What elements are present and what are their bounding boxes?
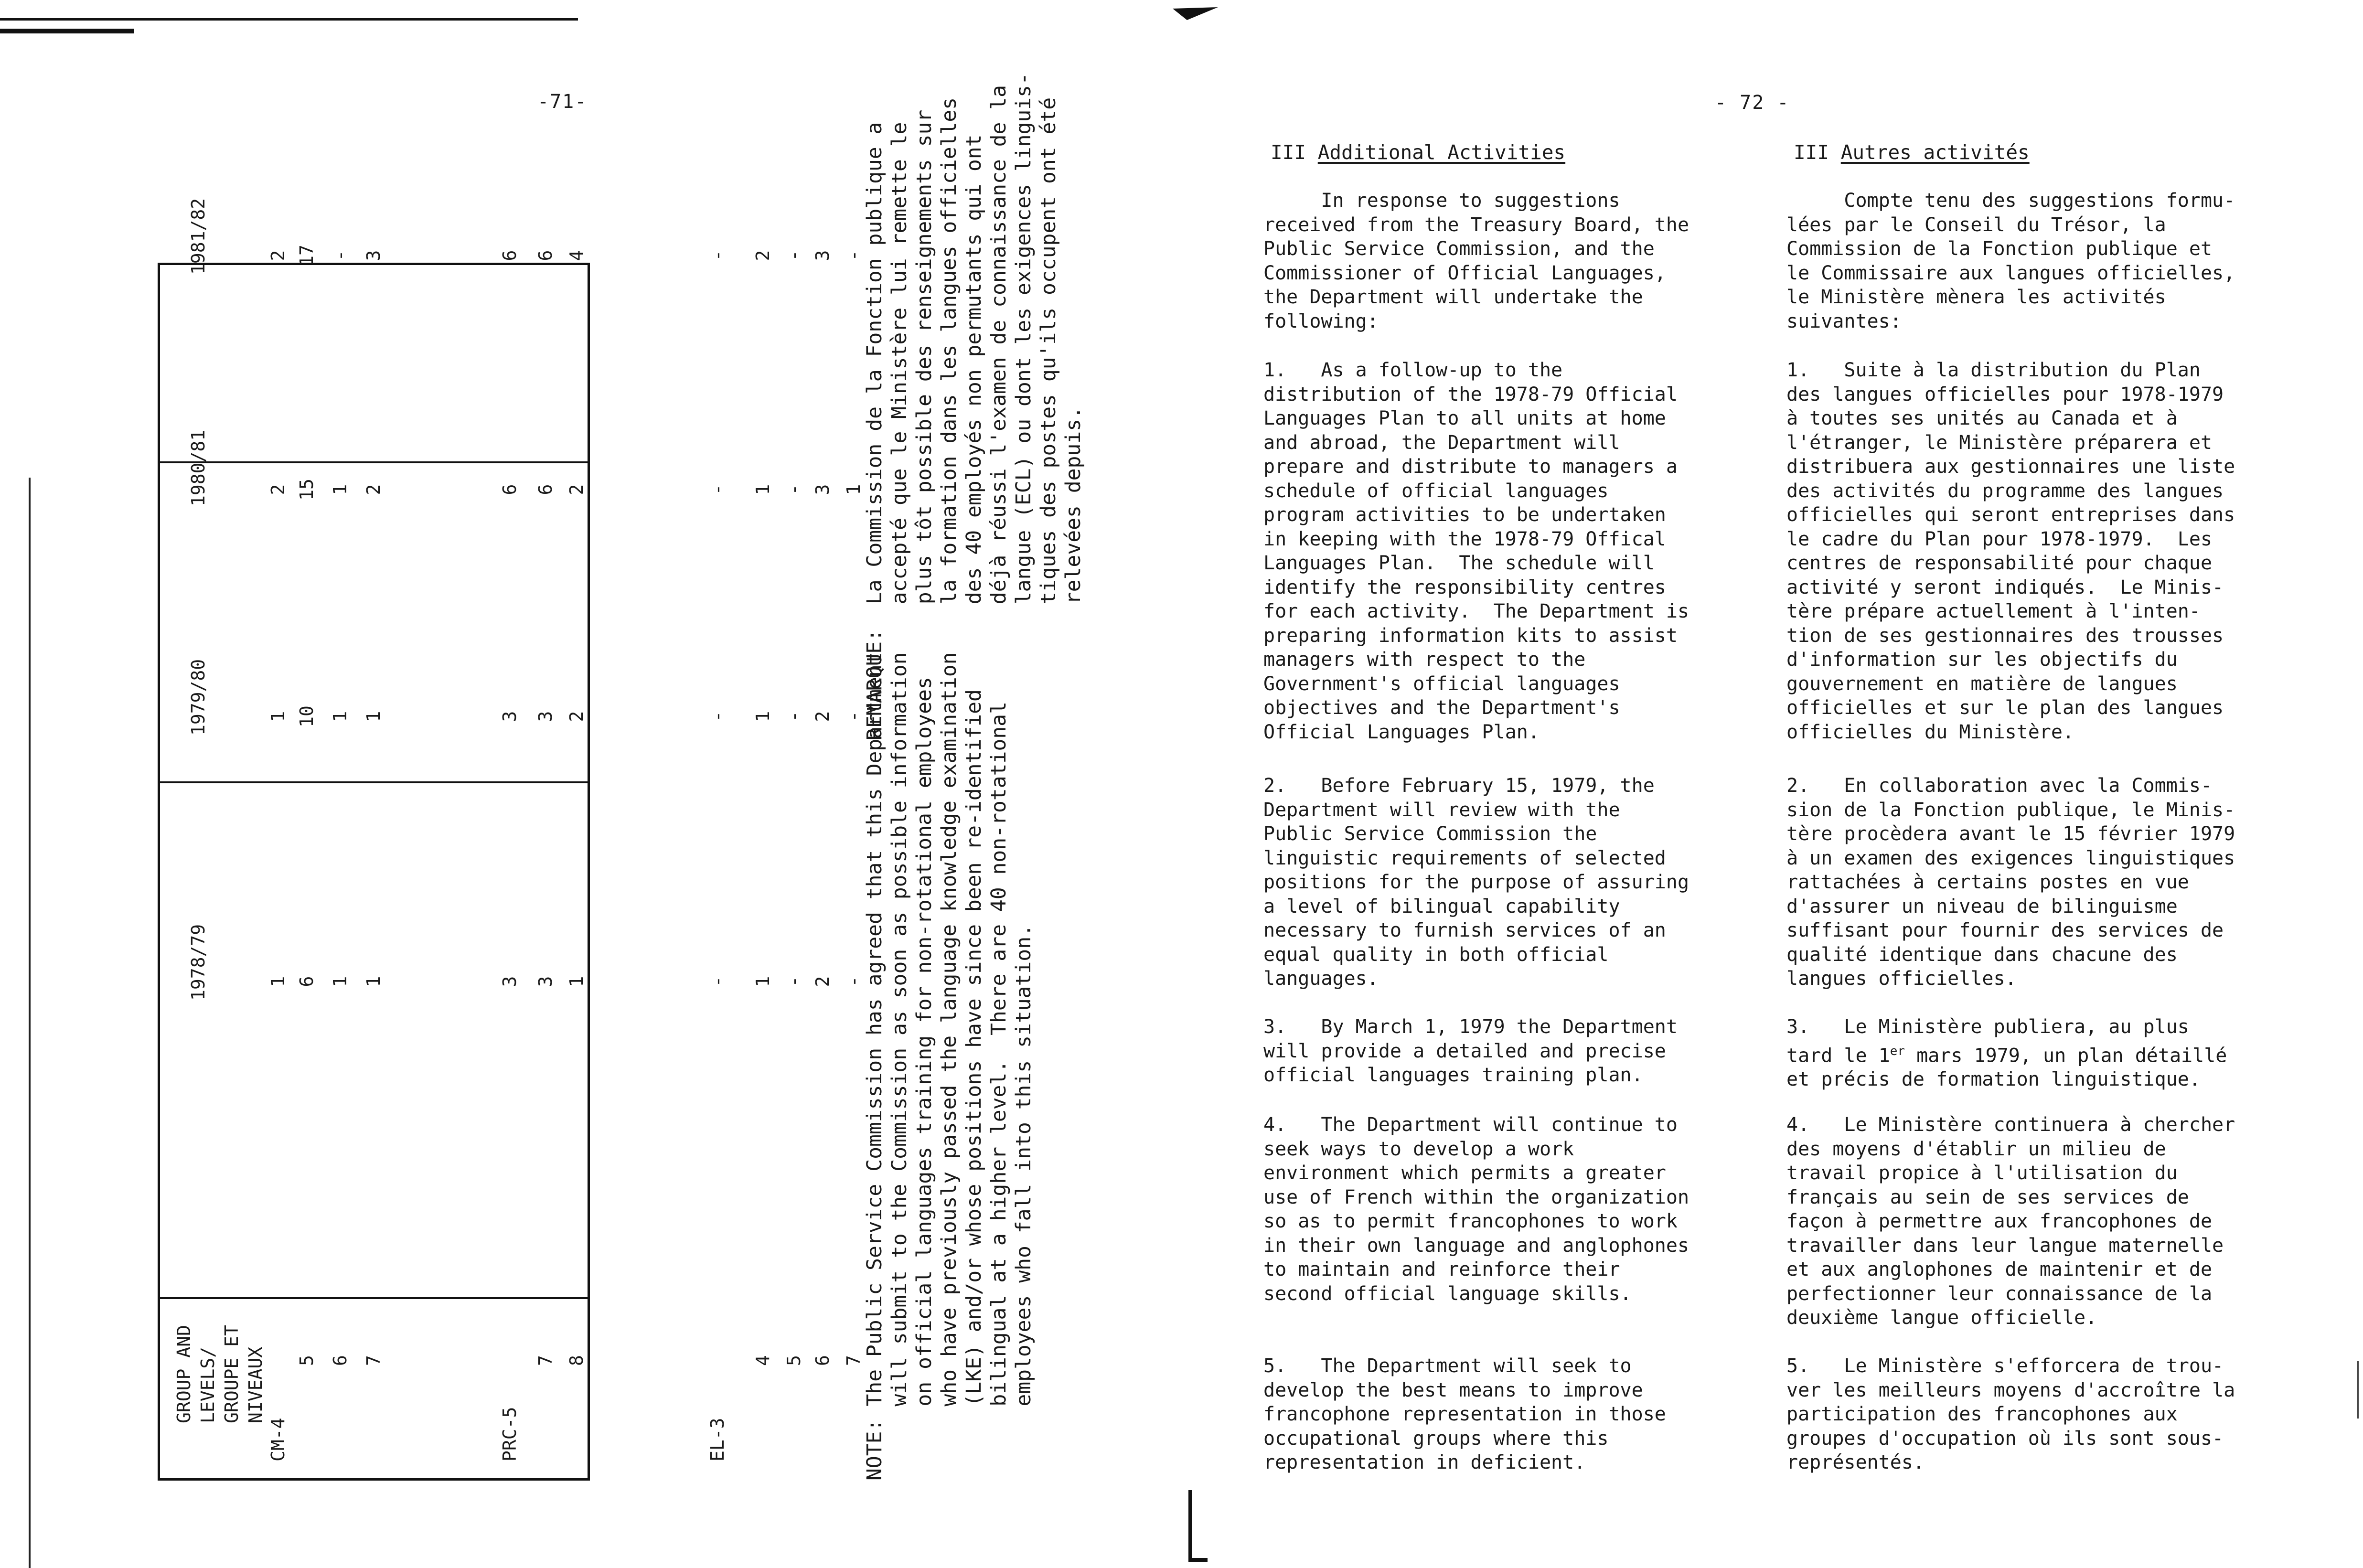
table-cell: 1 xyxy=(267,711,289,722)
column-header: 1979/80 xyxy=(188,659,209,736)
table-divider-2 xyxy=(158,781,590,783)
text-line: le cadre du Plan pour 1978-1979. Les xyxy=(1786,528,2213,550)
table-cell: 1 xyxy=(330,484,351,495)
table-cell: 2 xyxy=(812,711,833,722)
text-line: develop the best means to improve xyxy=(1263,1379,1643,1401)
text-line: le Commissaire aux langues officielles, xyxy=(1786,262,2235,284)
text-line: participation des francophones aux xyxy=(1786,1403,2178,1425)
note-french xyxy=(862,73,1086,740)
paragraph xyxy=(1786,1015,2227,1092)
table-cell: 3 xyxy=(535,711,556,722)
text-line: received from the Treasury Board, the xyxy=(1263,213,1689,236)
text-line: will provide a detailed and precise xyxy=(1263,1040,1666,1062)
text-line: 5. The Department will seek to xyxy=(1263,1355,1632,1377)
header-line: NIVEAUX xyxy=(245,1346,266,1423)
note-line: tiques des postes qu'ils occupent ont été xyxy=(1037,97,1060,740)
top-scan-rule-thick xyxy=(0,29,134,33)
text-line: Languages Plan. The schedule will xyxy=(1263,552,1655,574)
heading-numeral: III xyxy=(1794,141,1829,164)
note-line: plus tôt possible des renseignements sur xyxy=(912,109,936,740)
text-line: 5. Le Ministère s'efforcera de trou- xyxy=(1786,1355,2224,1377)
text-line: Compte tenu des suggestions formu- xyxy=(1786,190,2235,212)
table-cell: 2 xyxy=(566,711,587,722)
table-cell: 6 xyxy=(535,250,556,261)
text-line: le Ministère mènera les activités xyxy=(1786,286,2166,308)
text-line: des moyens d'établir un milieu de xyxy=(1786,1138,2166,1160)
heading-en xyxy=(1271,141,1565,164)
text-line: 2. En collaboration avec la Commis- xyxy=(1786,775,2213,797)
text-line: tion de ses gestionnaires des trousses xyxy=(1786,624,2224,647)
text-line: l'étranger, le Ministère préparera et xyxy=(1786,431,2213,454)
text-line: lées par le Conseil du Trésor, la xyxy=(1786,213,2166,236)
table-level: 4 xyxy=(752,1355,773,1366)
text-line: Commissioner of Official Languages, xyxy=(1263,262,1666,284)
text-line: à un examen des exigences linguistiques xyxy=(1786,847,2235,869)
table-cell: 10 xyxy=(296,705,317,727)
table-divider-1 xyxy=(158,1297,590,1299)
text-line: façon à permettre aux francophones de xyxy=(1786,1210,2213,1232)
note-line: déjà réussi l'examen de connaissance de la xyxy=(987,85,1011,740)
text-line: groupes d'occupation où ils sont sous- xyxy=(1786,1427,2224,1450)
text-line: travail propice à l'utilisation du xyxy=(1786,1162,2178,1184)
text-line: 4. Le Ministère continuera à chercher xyxy=(1786,1114,2235,1136)
text-line: à toutes ses unités au Canada et à xyxy=(1786,407,2178,429)
text-line: ver les meilleurs moyens d'accroître la xyxy=(1786,1379,2235,1401)
text-line: objectives and the Department's xyxy=(1263,697,1620,719)
spine-mark xyxy=(1188,1490,1192,1562)
page-number-right: - 72 - xyxy=(1715,92,1790,114)
table-level: 7 xyxy=(535,1355,556,1366)
table-level: 5 xyxy=(296,1355,317,1366)
table-cell: 2 xyxy=(363,484,384,495)
text-line: tard le 1er mars 1979, un plan détaillé xyxy=(1786,1044,2227,1067)
spine-mark-foot xyxy=(1188,1558,1208,1562)
paragraph xyxy=(1786,1354,2235,1475)
heading-fr xyxy=(1794,141,2030,164)
text-line: activité y seront indiqués. Le Minis- xyxy=(1786,576,2224,598)
table-level: 8 xyxy=(566,1355,587,1366)
table-cell: - xyxy=(707,976,728,987)
table-cell: 2 xyxy=(752,250,773,261)
text-line: qualité identique dans chacune des xyxy=(1786,943,2178,966)
text-line: langues officielles. xyxy=(1786,968,2017,990)
table-cell: 17 xyxy=(296,245,317,267)
text-line: managers with respect to the xyxy=(1263,649,1586,671)
text-line: tère prépare actuellement à l'inten- xyxy=(1786,600,2201,622)
text-line-rest: mars 1979, un plan détaillé xyxy=(1905,1044,2227,1067)
text-line: Languages Plan to all units at home xyxy=(1263,407,1666,429)
spine-arrow-icon xyxy=(1173,5,1220,24)
heading-numeral: III xyxy=(1271,141,1306,164)
text-line: Public Service Commission the xyxy=(1263,823,1597,845)
text-line: so as to permit francophones to work xyxy=(1263,1210,1678,1232)
table-cell: 3 xyxy=(499,976,520,987)
text-line: officielles du Ministère. xyxy=(1786,721,2074,743)
note-line: (LKE) and/or whose positions have since been re-identified xyxy=(962,689,986,1481)
note-line: will submit to the Commission as soon as possible information xyxy=(887,652,911,1481)
text-line: occupational groups where this xyxy=(1263,1427,1609,1450)
paragraph xyxy=(1786,189,2235,333)
text-line: representation in deficient. xyxy=(1263,1451,1586,1473)
table-cell: 1 xyxy=(330,711,351,722)
table-divider-3 xyxy=(158,461,590,463)
text-line: francophone representation in those xyxy=(1263,1403,1666,1425)
note-line: employees who fall into this situation. xyxy=(1012,924,1036,1481)
table-cell: 1 xyxy=(566,976,587,987)
paragraph xyxy=(1263,358,1689,744)
text-line: 1. Suite à la distribution du Plan xyxy=(1786,359,2201,381)
table-level: 6 xyxy=(812,1355,833,1366)
table-cell: - xyxy=(707,484,728,495)
note-line: NOTE: The Public Service Commission has agreed that this Department xyxy=(863,652,887,1481)
table-level: 6 xyxy=(330,1355,351,1366)
table-cell: 1 xyxy=(752,484,773,495)
superscript: er xyxy=(1890,1044,1905,1058)
text-line: and abroad, the Department will xyxy=(1263,431,1620,454)
text-line: schedule of official languages xyxy=(1263,480,1609,502)
text-line: Commission de la Fonction publique et xyxy=(1786,238,2213,260)
text-line: Public Service Commission, and the xyxy=(1263,238,1655,260)
text-line: prepare and distribute to managers a xyxy=(1263,456,1678,478)
paragraph xyxy=(1263,774,1689,991)
text-line: use of French within the organization xyxy=(1263,1186,1689,1208)
text-line: Government's official languages xyxy=(1263,672,1620,695)
text-line: following: xyxy=(1263,310,1379,332)
text-line: Department will review with the xyxy=(1263,799,1620,821)
table-cell: 6 xyxy=(499,250,520,261)
text-line: suffisant pour fournir des services de xyxy=(1786,919,2224,941)
table-cell: 2 xyxy=(566,484,587,495)
table-cell: - xyxy=(783,711,804,722)
note-line: des 40 employés non permutants qui ont xyxy=(962,134,986,740)
table-cell: 3 xyxy=(535,976,556,987)
column-header: 1981/82 xyxy=(188,198,209,275)
right-edge-tick xyxy=(2357,1361,2359,1419)
heading-title: Additional Activities xyxy=(1317,141,1566,164)
text-line: seek ways to develop a work xyxy=(1263,1138,1574,1160)
table-cell: 1 xyxy=(363,976,384,987)
table-cell: 1 xyxy=(843,484,864,495)
heading-title: Autres activités xyxy=(1840,141,2030,164)
table-cell: 6 xyxy=(296,976,317,987)
text-line: official languages training plan. xyxy=(1263,1064,1643,1086)
text-line: d'information sur les objectifs du xyxy=(1786,649,2178,671)
text-line: perfectionner leur connaissance de la xyxy=(1786,1282,2213,1305)
text-line: necessary to furnish services of an xyxy=(1263,919,1666,941)
table-cell: 2 xyxy=(812,976,833,987)
paragraph xyxy=(1263,1354,1666,1475)
text-line: In response to suggestions xyxy=(1263,190,1620,212)
text-line: des activités du programme des langues xyxy=(1786,480,2224,502)
text-line: sion de la Fonction publique, le Minis- xyxy=(1786,799,2235,821)
text-line: equal quality in both official xyxy=(1263,943,1609,966)
text-line: deuxième langue officielle. xyxy=(1786,1307,2097,1329)
text-line: languages. xyxy=(1263,968,1379,990)
text-line: the Department will undertake the xyxy=(1263,286,1643,308)
column-header: 1980/81 xyxy=(188,429,209,506)
table-level: CM-4 xyxy=(267,1418,289,1461)
text-line: 3. By March 1, 1979 the Department xyxy=(1263,1016,1678,1038)
text-line: et aux anglophones de maintenir et de xyxy=(1786,1259,2213,1280)
header-line: GROUPE ET xyxy=(221,1325,242,1423)
note-line: bilingual at a higher level. There are 40 non-rotational xyxy=(987,702,1011,1481)
table-level: 7 xyxy=(363,1355,384,1366)
header-line: LEVELS/ xyxy=(197,1346,218,1423)
text-line: d'assurer un niveau de bilinguisme xyxy=(1786,895,2178,917)
table-cell: - xyxy=(783,250,804,261)
text-line: distribuera aux gestionnaires une liste xyxy=(1786,456,2235,478)
text-line: officielles et sur le plan des langues xyxy=(1786,697,2224,719)
table-cell: 1 xyxy=(752,711,773,722)
table-cell: 1 xyxy=(267,976,289,987)
table-level: 7 xyxy=(843,1355,864,1366)
text-line: program activities to be undertaken xyxy=(1263,504,1666,526)
note-line: langue (ECL) ou dont les exigences linguis- xyxy=(1012,73,1036,740)
table-cell: 3 xyxy=(363,250,384,261)
paragraph xyxy=(1786,1113,2235,1330)
page-number-left: -71- xyxy=(537,91,588,113)
table-cell: - xyxy=(843,976,864,987)
top-scan-rule xyxy=(0,18,578,21)
table-cell: 1 xyxy=(330,976,351,987)
table-cell: 2 xyxy=(267,484,289,495)
note-line: accepté que le Ministère lui remette le xyxy=(887,122,911,740)
text-line: linguistic requirements of selected xyxy=(1263,847,1666,869)
paragraph xyxy=(1263,1113,1689,1306)
table-level: PRC-5 xyxy=(499,1407,520,1461)
table-cell: - xyxy=(783,976,804,987)
text-line: distribution of the 1978-79 Official xyxy=(1263,383,1678,405)
text-line: Official Languages Plan. xyxy=(1263,721,1540,743)
text-line: a level of bilingual capability xyxy=(1263,895,1620,917)
table-cell: - xyxy=(707,250,728,261)
left-edge-rule xyxy=(29,478,31,1568)
paragraph xyxy=(1263,1015,1678,1088)
text-line: représentés. xyxy=(1786,1451,1925,1473)
table-cell: 4 xyxy=(566,250,587,261)
note-line: REMARQUE: La Commission de la Fonction publique a xyxy=(863,122,887,740)
table-cell: - xyxy=(707,711,728,722)
table-cell: - xyxy=(330,250,351,261)
paragraph xyxy=(1786,774,2235,991)
table-cell: 3 xyxy=(499,711,520,722)
table-header-group xyxy=(172,1325,267,1423)
text-line: second official language skills. xyxy=(1263,1282,1632,1305)
table-cell: - xyxy=(843,711,864,722)
text-line: in keeping with the 1978-79 Offical xyxy=(1263,528,1666,550)
table-cell: 6 xyxy=(499,484,520,495)
text-line: français au sein de ses services de xyxy=(1786,1186,2189,1208)
table-cell: 1 xyxy=(752,976,773,987)
note-english xyxy=(862,652,1036,1481)
table-cell: - xyxy=(783,484,804,495)
text-line: identify the responsibility centres xyxy=(1263,576,1666,598)
note-line: la formation dans les langues officielles xyxy=(937,97,961,740)
table-level: 5 xyxy=(783,1355,804,1366)
paragraph xyxy=(1786,358,2235,744)
text-line: officielles qui seront entreprises dans xyxy=(1786,504,2235,526)
header-line: GROUP AND xyxy=(173,1325,194,1423)
note-line: relevées depuis. xyxy=(1061,406,1085,740)
table-cell: 3 xyxy=(812,484,833,495)
text-line: des langues officielles pour 1978-1979 xyxy=(1786,383,2224,405)
column-header: 1978/79 xyxy=(188,924,209,1001)
table-level: EL-3 xyxy=(707,1418,728,1461)
text-line: suivantes: xyxy=(1786,310,1902,332)
text-line: 1. As a follow-up to the xyxy=(1263,359,1563,381)
text-line: rattachées à certains postes en vue xyxy=(1786,871,2189,893)
note-line: who have previously passed the language knowledge examination xyxy=(937,652,961,1481)
text-line: environment which permits a greater xyxy=(1263,1162,1666,1184)
text-line: gouvernement en matière de langues xyxy=(1786,672,2178,695)
text-line: tère procèdera avant le 15 février 1979 xyxy=(1786,823,2235,845)
text-line: et précis de formation linguistique. xyxy=(1786,1068,2201,1091)
table-cell: 2 xyxy=(267,250,289,261)
text-line: to maintain and reinforce their xyxy=(1263,1259,1620,1280)
text-line: for each activity. The Department is xyxy=(1263,600,1689,622)
text-line: positions for the purpose of assuring xyxy=(1263,871,1689,893)
text-line: centres de responsabilité pour chaque xyxy=(1786,552,2213,574)
rotated-page-content xyxy=(158,73,1085,1481)
text-line: preparing information kits to assist xyxy=(1263,624,1678,647)
table-cell: 1 xyxy=(363,711,384,722)
text-line: 2. Before February 15, 1979, the xyxy=(1263,775,1655,797)
text-line: travailler dans leur langue maternelle xyxy=(1786,1234,2224,1257)
table-cell: - xyxy=(843,250,864,261)
text-line: 4. The Department will continue to xyxy=(1263,1114,1678,1136)
text-line: 3. Le Ministère publiera, au plus xyxy=(1786,1016,2189,1038)
table-cell: 6 xyxy=(535,484,556,495)
text-line: in their own language and anglophones xyxy=(1263,1234,1689,1257)
table-cell: 3 xyxy=(812,250,833,261)
paragraph xyxy=(1263,189,1689,333)
note-line: on official languages training for non-rotational employees xyxy=(912,677,936,1481)
table-cell: 15 xyxy=(296,479,317,501)
